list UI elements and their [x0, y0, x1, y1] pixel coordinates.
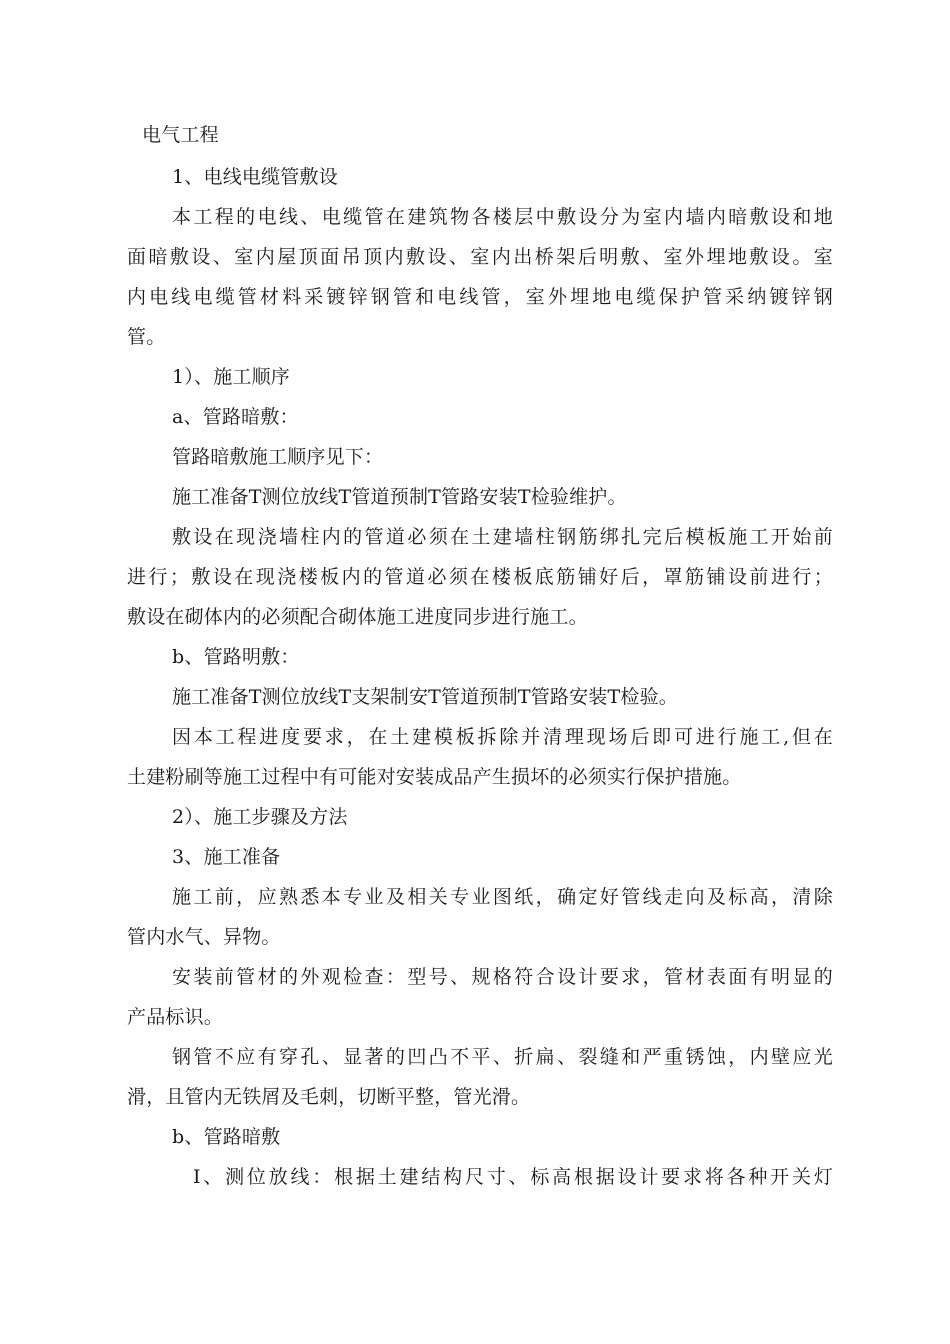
paragraph-line: 敷设在现浇墙柱内的管道必须在土建墙柱钢筋绑扎完后模板施工开始前 [172, 526, 833, 548]
paragraph-line: 因本工程进度要求，在土建模板拆除并清理现场后即可进行施工,但在 [172, 726, 833, 748]
paragraph-line: 面暗敷设、室内屋顶面吊顶内敷设、室内出桥架后明敷、室外埋地敷设。室 [127, 246, 833, 268]
section-title: 电气工程 [142, 124, 219, 146]
heading-2: 1）、施工顺序 [172, 366, 290, 388]
paragraph-line: 管路暗敷施工顺序见下： [172, 446, 384, 468]
paragraph-line: 产品标识。 [127, 1006, 224, 1028]
paragraph-line: 敷设在砌体内的必须配合砌体施工进度同步进行施工。 [127, 606, 588, 628]
paragraph-line: 钢管不应有穿孔、显著的凹凸不平、折扁、裂缝和严重锈蚀，内壁应光 [172, 1046, 833, 1068]
heading-1: 3、施工准备 [172, 846, 281, 868]
paragraph-line: I、测位放线：根据土建结构尺寸、标高根据设计要求将各种开关灯 [193, 1166, 833, 1188]
paragraph-line: 安装前管材的外观检查：型号、规格符合设计要求，管材表面有明显的 [172, 966, 833, 988]
paragraph-line: 内电线电缆管材料采镀锌钢管和电线管，室外埋地电缆保护管采纳镀锌钢 [127, 286, 833, 308]
heading-1: 1、电线电缆管敷设 [172, 166, 338, 188]
heading-3: a、管路暗敷： [172, 406, 299, 428]
paragraph-line: 进行；敷设在现浇楼板内的管道必须在楼板底筋铺好后，罩筋铺设前进行； [127, 566, 833, 588]
paragraph-line: 土建粉刷等施工过程中有可能对安装成品产生损坏的必须实行保护措施。 [127, 766, 742, 788]
process-flow: 施工准备T测位放线T管道预制T管路安装T检验维护。 [172, 486, 627, 508]
paragraph-line: 滑，且管内无铁屑及毛刺，切断平整，管光滑。 [127, 1086, 531, 1108]
paragraph-line: 管内水气、异物。 [127, 926, 281, 948]
paragraph-line: 管。 [127, 326, 166, 348]
paragraph-line: 本工程的电线、电缆管在建筑物各楼层中敷设分为室内墙内暗敷设和地 [172, 206, 833, 228]
heading-3: b、管路暗敷 [172, 1126, 281, 1148]
process-flow: 施工准备T测位放线T支架制安T管道预制T管路安装T检验。 [172, 686, 678, 708]
paragraph-line: 施工前，应熟悉本专业及相关专业图纸，确定好管线走向及标高，清除 [172, 886, 833, 908]
heading-2: 2）、施工步骤及方法 [172, 806, 348, 828]
heading-3: b、管路明敷： [172, 646, 300, 668]
